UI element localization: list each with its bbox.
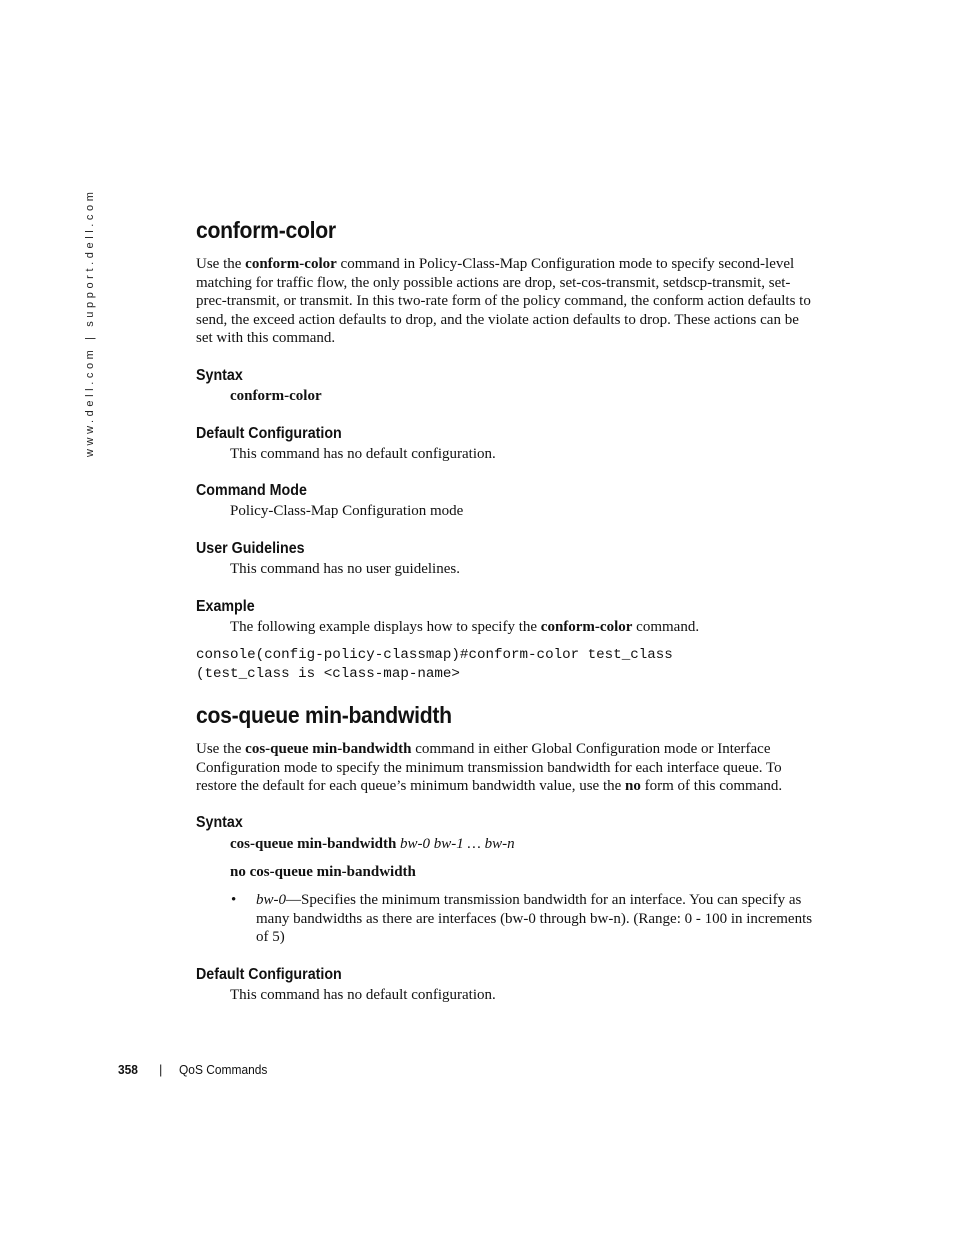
default-config-heading: Default Configuration [196, 966, 342, 983]
example-text-part: command. [632, 619, 700, 635]
no-keyword: no [625, 778, 641, 795]
side-url-text: www.dell.com | support.dell.com [84, 188, 96, 457]
parameter-description [256, 891, 816, 947]
code-line: (test_class is <class-map-name> [196, 666, 460, 682]
user-guidelines-heading: User Guidelines [196, 540, 305, 557]
intro-text: form of this command. [640, 778, 783, 795]
example-heading: Example [196, 598, 255, 615]
syntax-arguments: bw-0 bw-1 … bw-n [396, 836, 515, 852]
default-config-text: This command has no default configuration. [230, 446, 496, 462]
section-title-cos-queue-min-bandwidth: cos-queue min-bandwidth [196, 702, 452, 728]
default-config-text: This command has no default configuration. [230, 987, 496, 1003]
section-title-conform-color: conform-color [196, 217, 336, 243]
default-config-heading: Default Configuration [196, 425, 342, 442]
example-text [230, 618, 699, 637]
syntax-text [230, 387, 322, 406]
cos-queue-description [196, 740, 818, 796]
syntax-no-command: no cos-queue min-bandwidth [230, 864, 416, 880]
footer-section-title: QoS Commands [179, 1062, 268, 1077]
parameter-name: bw-0 [256, 892, 286, 908]
parameter-text: —Specifies the minimum transmission bandwidth for an interface. You can specify as many bandwidths as there are interfaces (bw-0 through bw-n). (Range: 0 - 100 in increments of 5) [256, 892, 813, 946]
intro-text: command in Policy-Class-Map Configuration mode to specify second-level matching for traffic flow, the only possible actions are drop, set-cos-transmit, setdscp-transmit, set-prec-transmit, or transmit. In this two-rate form of the policy command, the conform action defaults to send, the exceed action defaults to drop, and the violate action defaults to drop. These actions can be set with this command. [196, 256, 811, 347]
footer-separator: | [159, 1062, 163, 1077]
syntax-text [230, 835, 515, 854]
syntax-no-form [230, 863, 416, 882]
example-text-part: The following example displays how to specify the [230, 619, 541, 635]
intro-text: Use the [196, 741, 246, 757]
syntax-heading: Syntax [196, 814, 243, 831]
syntax-command: conform-color [230, 388, 322, 404]
command-name: conform-color [245, 256, 337, 272]
syntax-heading: Syntax [196, 367, 243, 384]
command-name: cos-queue min-bandwidth [245, 741, 412, 757]
syntax-command: cos-queue min-bandwidth [230, 836, 397, 852]
command-name: conform-color [540, 619, 633, 635]
intro-text: Use the [196, 256, 246, 272]
bullet-icon: • [231, 892, 237, 908]
code-line: console(config-policy-classmap)#conform-color test_class [196, 647, 673, 663]
intro-text: command in either Global Configuration mode or Interface Configuration mode to specify the minimum transmission bandwidth for each interface queue. To restore the default for each queue’s minimum bandwidth value, use the [196, 741, 782, 795]
user-guidelines-text: This command has no user guidelines. [230, 561, 460, 577]
conform-color-description [196, 255, 818, 348]
page-number: 358 [118, 1062, 138, 1077]
command-mode-heading: Command Mode [196, 482, 307, 499]
command-mode-text: Policy-Class-Map Configuration mode [230, 503, 464, 519]
